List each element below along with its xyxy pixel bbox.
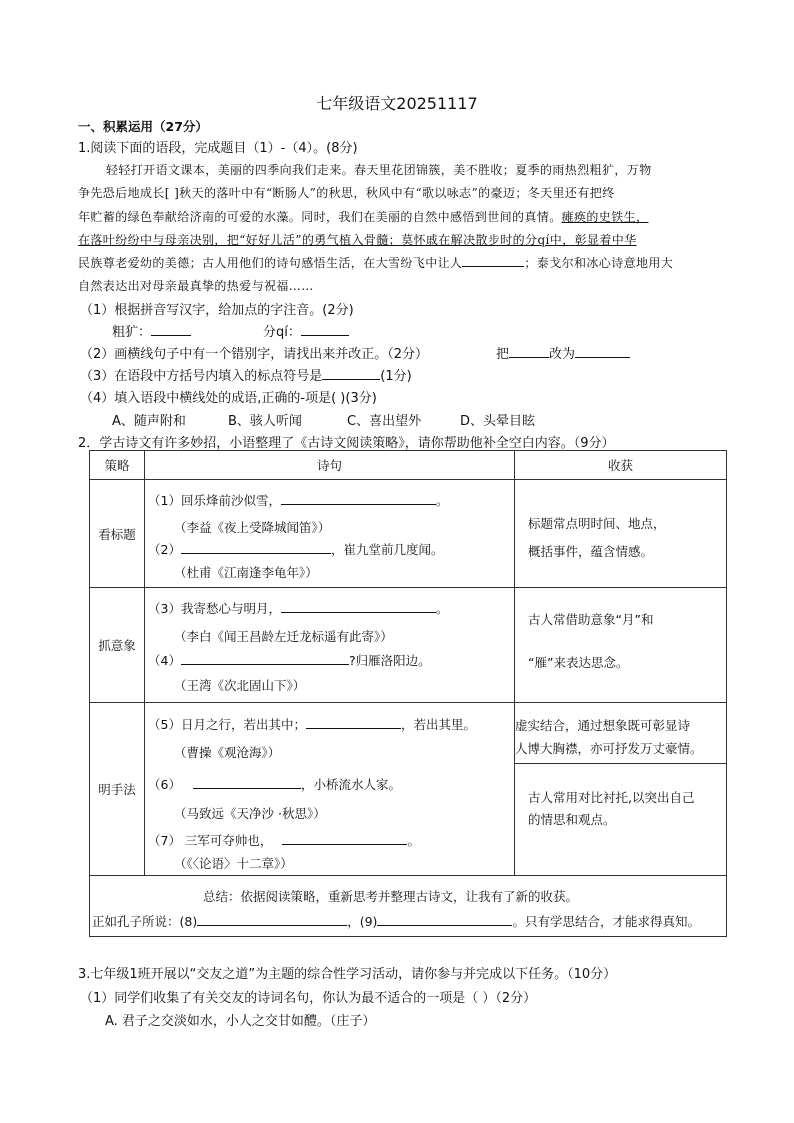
poem-cell [145,588,515,703]
item-label: (1分) [380,369,412,384]
sub-question-4: （4）填入语段中横线处的成语,正确的-项是( )(3分) [80,391,377,406]
table-summary-row [90,876,727,937]
item-label: 把 [496,347,510,362]
option-a[interactable]: A. 君子之交淡如水，小人之交甘如醴。（庄子） [105,1014,376,1029]
summary-text: 。只有学思结合，才能求得真知。 [512,914,700,929]
sub-question-3 [80,365,412,384]
gain-line: 概括事件，蕴含情感。 [528,544,654,559]
item-label: 分qí： [263,325,301,340]
poem-source: （马致远《天净沙 ·秋思》） [174,806,326,821]
gain-cell [515,703,727,876]
gain-cell [515,588,727,703]
poem-source: （曹操《观沧海》） [174,745,281,760]
page-title: 七年级语文20251117 [316,94,478,113]
question-3-stem: 3.七年级1班开展以“交友之道”为主题的综合性学习活动，请你参与并完成以下任务。（10分） [78,967,617,982]
answer-blank[interactable] [193,776,301,789]
table-row [90,703,727,876]
sub-question-2-answer [496,343,630,362]
underlined-sentence: 瘫痪的史铁生， [561,210,649,224]
poem-text: （5）日月之行，若出其中； [148,717,306,732]
option-c[interactable]: C、喜出望外 [347,414,422,429]
poem-text: ?归雁洛阳边。 [348,653,431,668]
poem-source: （《〈论语〉十二章》） [174,856,293,871]
gain-line: 古人常用对比衬托,以突出自己 [528,790,695,805]
poem-cell [145,703,515,876]
table-row [90,588,727,703]
table-row [90,480,727,588]
sub-question-2: （2）画横线句子中有一个错别字，请找出来并改正。（2分） [80,347,429,362]
passage-line: 争先恐后地成长[ ]秋天的落叶中有“断肠人”的秋思，秋风中有“歌以咏志”的豪迈；冬天里还有把终 [78,186,615,200]
answer-blank[interactable] [377,913,512,926]
option-b[interactable]: B、骇人听闻 [228,414,302,429]
poem-source: （杜甫《江南逢李龟年》） [174,565,318,580]
gain-cell [515,480,727,588]
section-heading: 一、积累运用（27分） [78,119,208,134]
sub-question-1-item [112,321,191,340]
answer-blank[interactable] [462,254,524,267]
header-poem: 诗句 [145,451,515,480]
answer-blank[interactable] [197,913,347,926]
passage-text: 年贮蓄的绿色奉献给济南的可爱的水藻。同时，我们在美丽的自然中感悟到世间的真情。 [78,210,562,224]
poem-line [148,599,448,617]
sub-question-1-item [263,321,349,340]
poem-text: ，小桥流水人家。 [300,777,401,792]
answer-blank[interactable] [306,716,401,729]
passage-line: 轻轻打开语文课本，美丽的四季向我们走来。春天里花团锦簇，美不胜收；夏季的雨热烈粗犷，万物 [106,163,652,177]
summary-line: 总结：依据阅读策略，重新思考并整理古诗文，让我有了新的收获。 [203,889,579,904]
passage-line [78,208,648,225]
sub-question-1: （1）根据拼音写汉字，给加点的字注音。(2分) [80,303,354,318]
answer-blank[interactable] [281,600,436,613]
passage-text: ；泰戈尔和冰心诗意地用大 [524,256,674,270]
sub-question-3-1: （1）同学们收集了有关交友的诗词名句，你认为最不适合的一项是（ ）（2分） [80,991,537,1006]
poem-text: 。 [435,601,449,616]
poem-text: （3）我寄愁心与明月， [148,601,281,616]
gain-line: 的情思和观点。 [528,812,616,827]
poem-text: ，若出其里。 [400,717,476,732]
summary-text: ，(9) [347,914,378,929]
summary-text: 正如孔子所说：(8) [92,914,198,929]
poem-line [148,491,448,509]
answer-blank[interactable] [575,345,630,358]
poem-line [148,540,443,558]
passage-text: 民族尊老爱幼的美德；古人用他们的诗句感悟生活，在大雪纷飞中让人 [78,256,463,270]
gain-line: 标题常点明时间、地点， [528,516,666,531]
answer-blank[interactable] [181,541,331,554]
strategy-cell: 看标题 [90,480,145,588]
summary-cell [90,876,727,937]
question-1-stem: 1.阅读下面的语段，完成题目（1）-（4）。(8分) [78,141,358,156]
item-label: 改为 [549,347,576,362]
answer-blank[interactable] [509,345,549,358]
poem-cell [145,480,515,588]
poem-text: （2） [148,542,181,557]
header-strategy: 策略 [90,451,145,480]
item-label: 粗犷： [112,325,152,340]
poem-text: （1）回乐烽前沙似雪， [148,493,281,508]
strategy-table [89,450,727,937]
gain-line: 虚实结合，通过想象既可彰显诗 [515,718,691,733]
answer-blank[interactable] [322,367,380,380]
option-a[interactable]: A、随声附和 [112,414,186,429]
poem-line [148,715,476,733]
table-header-row [90,451,727,480]
poem-text: （4） [148,653,181,668]
question-2-stem: 2．学古诗文有许多妙招，小语整理了《古诗文阅读策略》，请你帮助他补全空白内容。（9分） [78,436,615,451]
poem-source: （王湾《次北固山下》） [174,678,306,693]
poem-text: （6） [148,777,181,792]
strategy-cell: 抓意象 [90,588,145,703]
passage-line [78,254,673,271]
poem-line [148,651,431,669]
strategy-cell: 明手法 [90,703,145,876]
gain-line: 人博大胸襟，亦可抒发万丈豪情。 [515,741,703,756]
poem-source: （李益《夜上受降城闻笛》） [174,520,331,535]
gain-line: 古人常借助意象“月”和 [528,612,654,627]
poem-line [148,775,401,793]
poem-text: 。 [407,833,420,848]
option-d[interactable]: D、头晕目眩 [460,414,536,429]
poem-line [148,831,420,849]
answer-blank[interactable] [301,323,349,336]
answer-blank[interactable] [151,323,191,336]
answer-blank[interactable] [281,492,436,505]
poem-text: （7） 三军可夺帅也， [148,833,273,848]
item-label: （3）在语段中方括号内填入的标点符号是 [80,369,323,384]
answer-blank[interactable] [282,832,407,845]
poem-text: ，崔九堂前几度闻。 [330,542,444,557]
poem-source: （李白《闻王昌龄左迁龙标遥有此寄》） [174,629,393,644]
answer-blank[interactable] [181,652,349,665]
underlined-sentence: 在落叶纷纷中与母亲决别，把“好好儿活”的勇气植入骨髓；莫怀戚在解决散步时的分qí中，彰显着中华 [78,233,637,247]
gain-line: “雁”来表达思念。 [528,655,629,670]
header-gain: 收获 [515,451,727,480]
passage-line: 自然表达出对母亲最真挚的热爱与祝福…… [78,279,314,293]
summary-line [92,912,700,930]
poem-text: 。 [435,493,449,508]
